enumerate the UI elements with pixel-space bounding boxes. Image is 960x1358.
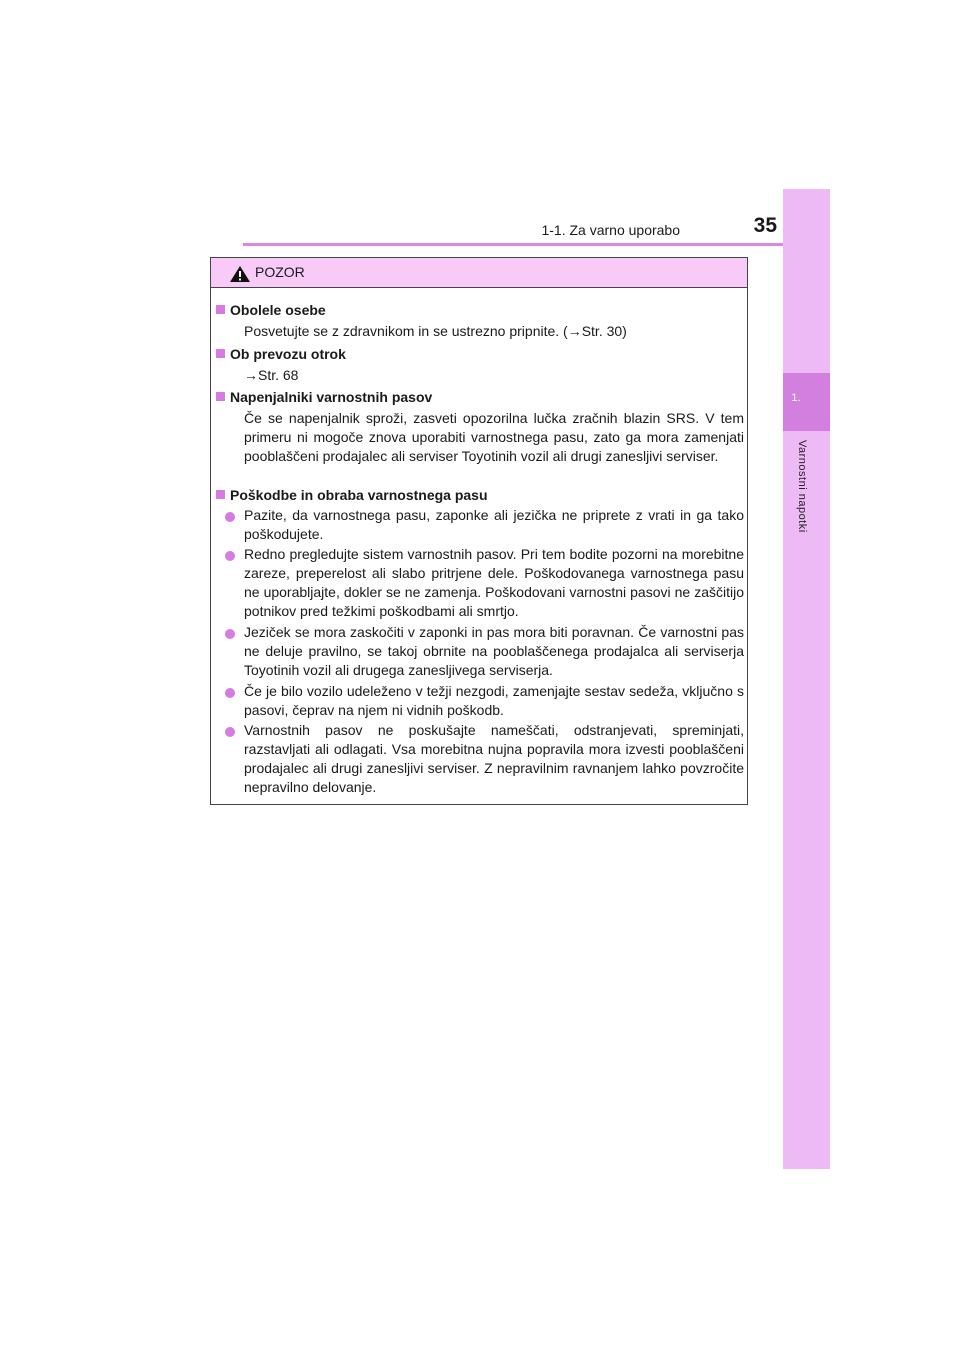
round-bullet-icon xyxy=(225,551,235,561)
square-bullet-icon xyxy=(216,305,225,314)
list-item: Če je bilo vozilo udeleženo v težji nezgodi, zamenjajte sestav sedeža, vključno s pasovi, čeprav na njem ni vidnih poškodb. xyxy=(244,683,744,718)
section-title: 1-1. Za varno uporabo xyxy=(541,222,680,238)
square-bullet-icon xyxy=(216,490,225,499)
item-heading: Poškodbe in obraba varnostnega pasu xyxy=(216,487,488,503)
warning-triangle-icon xyxy=(229,265,251,283)
item-text: Posvetujte se z zdravnikom in se ustrezno pripnite. (→Str. 30) xyxy=(244,323,627,339)
warning-header xyxy=(211,258,747,288)
round-bullet-icon xyxy=(225,512,235,522)
chapter-number: 1. xyxy=(791,392,801,404)
header-rule xyxy=(243,243,830,246)
item-heading: Napenjalniki varnostnih pasov xyxy=(216,389,432,405)
square-bullet-icon xyxy=(216,392,225,401)
page-number: 35 xyxy=(753,214,777,237)
list-item: Pazite, da varnostnega pasu, zaponke ali jezička ne priprete z vrati in ga tako poškodujete. xyxy=(244,507,744,542)
warning-title: POZOR xyxy=(255,264,305,280)
item-heading: Ob prevozu otrok xyxy=(216,346,346,362)
square-bullet-icon xyxy=(216,349,225,358)
chapter-side-tab[interactable] xyxy=(783,189,830,1169)
round-bullet-icon xyxy=(225,629,235,639)
list-item: Jeziček se mora zaskočiti v zaponki in pas mora biti poravnan. Če varnostni pas ne deluje pravilno, se takoj obrnite na pooblaščenega prodajalca ali serviserja Toyotinih vozil ali drugega zanesljivega serviserja. xyxy=(244,624,744,678)
round-bullet-icon xyxy=(225,688,235,698)
chapter-title: Varnostni napotki xyxy=(796,440,808,533)
round-bullet-icon xyxy=(225,727,235,737)
item-text: →Str. 68 xyxy=(244,367,299,383)
list-item: Redno pregledujte sistem varnostnih pasov. Pri tem bodite pozorni na morebitne zareze, preperelost ali slabo pritrjene dele. Poškodovanega varnostnega pasu ne uporabljajte, dokler se ne zamenja. Poškodovani varnostni pasovi ne zaščitijo potnikov pred težkimi poškodbami ali smrtjo. xyxy=(244,546,744,619)
warning-box xyxy=(210,257,748,805)
item-heading: Obolele osebe xyxy=(216,302,326,318)
item-text: Če se napenjalnik sproži, zasveti opozorilna lučka zračnih blazin SRS. V tem primeru ni mogoče znova uporabiti varnostnega pasu, zato ga mora zamenjati pooblaščeni prodajalec ali serviser Toyotinih vozil ali drugi zanesljivi serviser. xyxy=(244,410,744,464)
list-item: Varnostnih pasov ne poskušajte nameščati, odstranjevati, spreminjati, razstavljati ali odlagati. Vsa morebitna nujna popravila mora izvesti pooblaščeni prodajalec ali drugi zanesljivi serviser. Z nepravilnim ravnanjem lahko povzročite nepravilno delovanje. xyxy=(244,722,744,795)
